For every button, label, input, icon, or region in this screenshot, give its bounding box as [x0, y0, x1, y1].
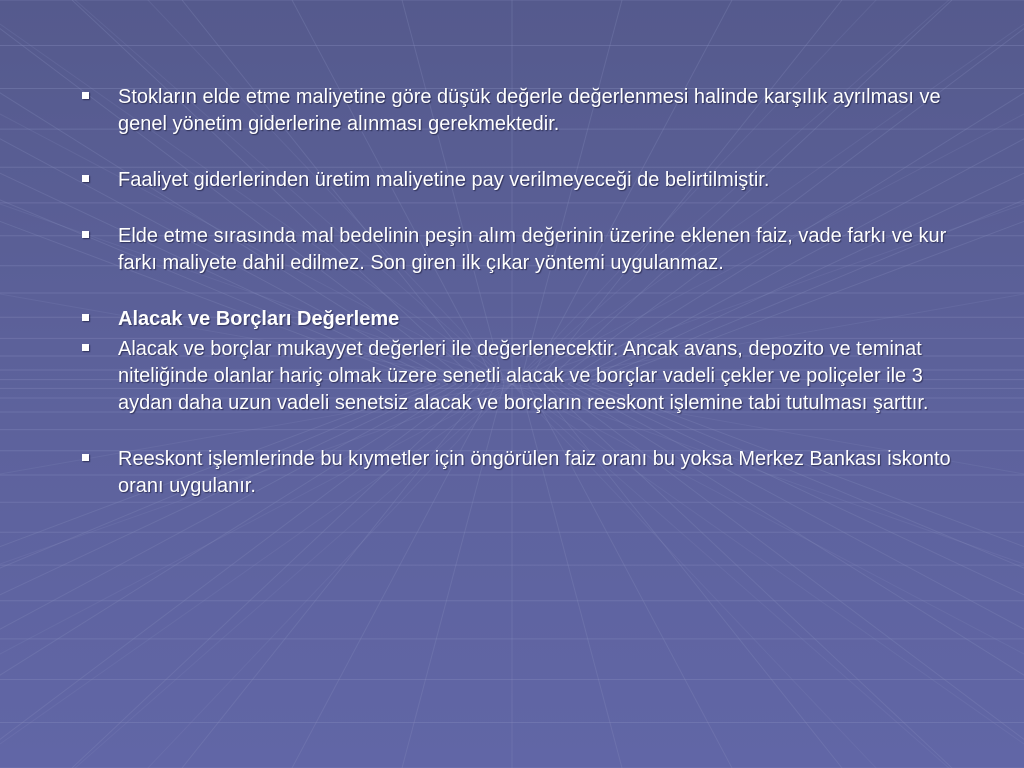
bullet-text: Stokların elde etme maliyetine göre düşük değerle değerlenmesi halinde karşılık ayrılması ve genel yönetim giderlerine alınması gerekmektedir. — [118, 86, 941, 135]
section-heading: Alacak ve Borçları Değerleme — [118, 308, 400, 330]
slide-body — [78, 84, 958, 500]
square-bullet-icon — [82, 314, 89, 321]
bullet-item — [78, 446, 958, 500]
bullet-text: Reeskont işlemlerinde bu kıymetler için öngörülen faiz oranı bu yoksa Merkez Bankası iskonto oranı uygulanır. — [118, 448, 951, 497]
square-bullet-icon — [82, 175, 89, 182]
bullet-text: Alacak ve borçlar mukayyet değerleri ile değerlenecektir. Ancak avans, depozito ve teminat niteliğinde olanlar hariç olmak üzere senetli alacak ve borçlar vadeli çekler ve poliçeler ile 3 aydan daha uzun vadeli senetsiz alacak ve borçların reeskont işlemine tabi tutulması şarttır. — [118, 338, 929, 414]
square-bullet-icon — [82, 344, 89, 351]
bullet-item — [78, 167, 958, 194]
square-bullet-icon — [82, 231, 89, 238]
bullet-item — [78, 336, 958, 417]
square-bullet-icon — [82, 92, 89, 99]
bullet-text: Faaliyet giderlerinden üretim maliyetine pay verilmeyeceği de belirtilmiştir. — [118, 169, 770, 191]
bullet-item — [78, 223, 958, 277]
bullet-item — [78, 84, 958, 138]
bullet-item-heading — [78, 306, 958, 333]
square-bullet-icon — [82, 454, 89, 461]
bullet-text: Elde etme sırasında mal bedelinin peşin alım değerinin üzerine eklenen faiz, vade farkı ve kur farkı maliyete dahil edilmez. Son giren ilk çıkar yöntemi uygulanmaz. — [118, 225, 947, 274]
